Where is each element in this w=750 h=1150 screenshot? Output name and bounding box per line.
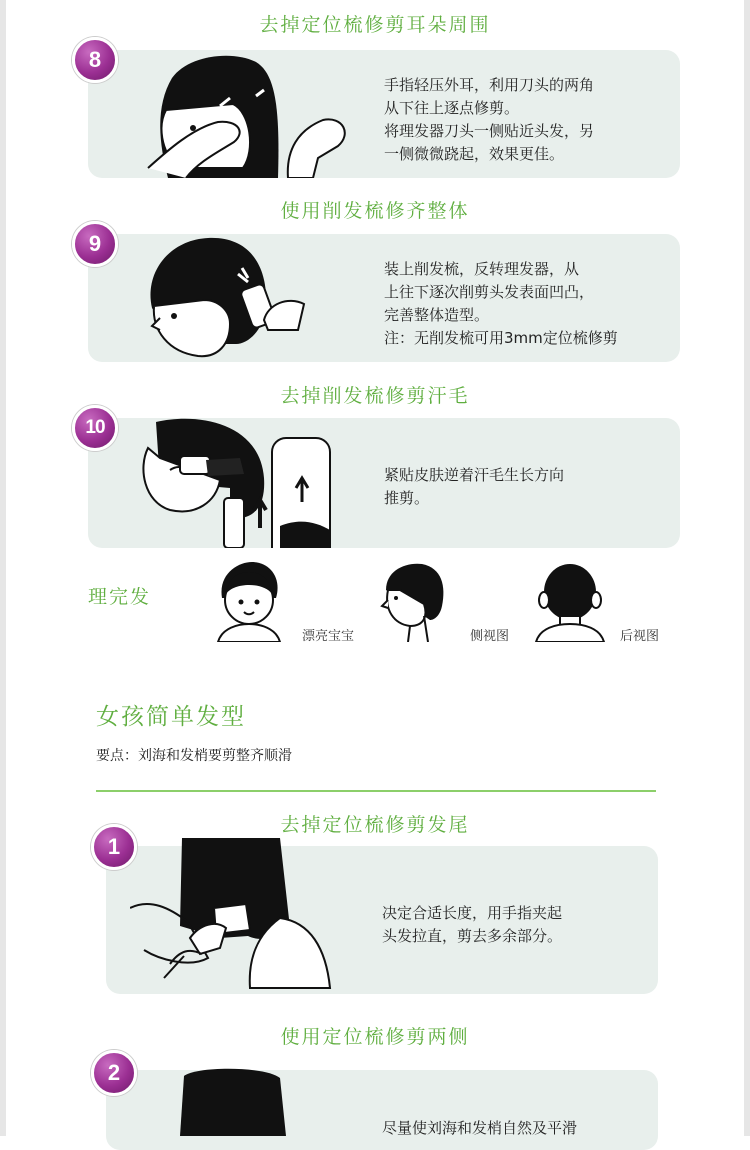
girl-step-1-title: 去掉定位梳修剪发尾 bbox=[280, 814, 470, 836]
step-8-line-1: 手指轻压外耳，利用刀头的两角 bbox=[384, 76, 595, 94]
step-9-illustration bbox=[138, 234, 318, 362]
girl-step-1-number: 1 bbox=[107, 834, 121, 859]
page-border-left bbox=[0, 0, 6, 1136]
girl-step-1-line-2: 头发拉直，剪去多余部分。 bbox=[382, 927, 563, 945]
result-front-view-caption: 漂亮宝宝 bbox=[302, 629, 355, 644]
result-side-view-illustration bbox=[380, 560, 450, 642]
girl-section-keypoint: 要点：刘海和发梢要剪整齐顺滑 bbox=[96, 748, 292, 764]
step-9-line-4: 注：无削发梳可用3mm定位梳修剪 bbox=[384, 329, 618, 347]
girl-step-1-line-1: 决定合适长度，用手指夹起 bbox=[382, 904, 563, 922]
step-10-illustration bbox=[120, 418, 340, 548]
page-border-right bbox=[744, 0, 750, 1136]
step-9-badge bbox=[72, 221, 118, 267]
step-8-illustration bbox=[138, 50, 358, 178]
result-back-view-illustration bbox=[532, 560, 608, 642]
girl-step-2-illustration bbox=[176, 1066, 296, 1136]
step-10-line-1: 紧贴皮肤逆着汗毛生长方向 bbox=[384, 466, 565, 484]
girl-section-heading: 女孩简单发型 bbox=[96, 704, 246, 730]
step-10-line-2: 推剪。 bbox=[384, 489, 430, 507]
girl-step-2-title: 使用定位梳修剪两侧 bbox=[280, 1026, 470, 1048]
result-back-view-caption: 后视图 bbox=[620, 629, 660, 644]
girl-step-2-description bbox=[382, 1117, 577, 1140]
step-8-line-4: 一侧微微跷起，效果更佳。 bbox=[384, 145, 565, 163]
step-10-badge bbox=[72, 405, 118, 451]
result-side-view-caption: 侧视图 bbox=[470, 629, 510, 644]
girl-step-1-illustration bbox=[130, 838, 340, 994]
girl-step-2-line-1: 尽量使刘海和发梢自然及平滑 bbox=[382, 1119, 578, 1137]
step-8-line-2: 从下往上逐点修剪。 bbox=[384, 99, 520, 117]
result-front-view-illustration bbox=[214, 560, 284, 642]
step-9-description bbox=[384, 258, 618, 350]
step-8-badge bbox=[72, 37, 118, 83]
step-8-description bbox=[384, 74, 594, 166]
step-8-number: 8 bbox=[88, 47, 102, 72]
step-9-line-2: 上往下逐次削剪头发表面凹凸， bbox=[384, 283, 595, 301]
step-9-title: 使用削发梳修齐整体 bbox=[280, 200, 470, 222]
step-9-number: 9 bbox=[88, 231, 102, 256]
step-9-line-1: 装上削发梳，反转理发器，从 bbox=[384, 260, 580, 278]
step-10-description bbox=[384, 464, 564, 510]
result-label: 理完发 bbox=[88, 586, 152, 608]
step-9-line-3: 完善整体造型。 bbox=[384, 306, 490, 324]
step-10-number: 10 bbox=[85, 417, 105, 438]
girl-step-2-badge bbox=[91, 1050, 137, 1096]
girl-step-1-description bbox=[382, 902, 562, 948]
step-8-line-3: 将理发器刀头一侧贴近头发，另 bbox=[384, 122, 595, 140]
step-10-title: 去掉削发梳修剪汗毛 bbox=[280, 385, 470, 407]
section-divider bbox=[96, 790, 656, 792]
step-8-title: 去掉定位梳修剪耳朵周围 bbox=[259, 14, 491, 36]
girl-step-2-number: 2 bbox=[107, 1060, 121, 1085]
girl-step-1-badge bbox=[91, 824, 137, 870]
